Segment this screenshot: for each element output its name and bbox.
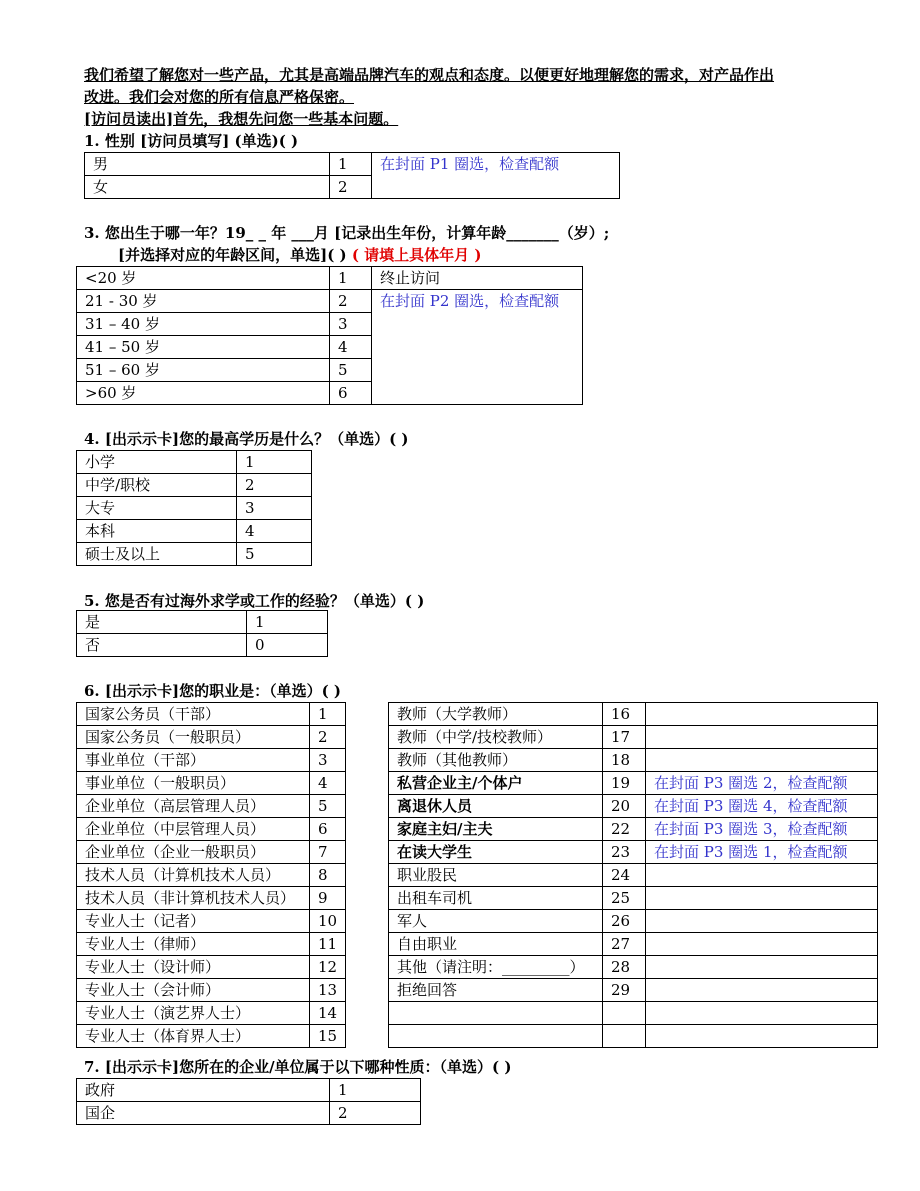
option-label[interactable]: 国企	[77, 1102, 330, 1125]
option-code: 27	[603, 933, 646, 956]
option-label[interactable]: 否	[77, 634, 247, 657]
option-code: 16	[603, 703, 646, 726]
option-code: 25	[603, 887, 646, 910]
option-label[interactable]: 技术人员（非计算机技术人员）	[77, 887, 310, 910]
option-code: 14	[310, 1002, 346, 1025]
q7-title: 7. [出示示卡]您所在的企业/单位属于以下哪种性质：（单选）( )	[84, 1058, 512, 1076]
option-code: 2	[330, 290, 372, 313]
q3-table	[76, 266, 583, 405]
q6-left-table	[76, 702, 346, 1048]
table-row	[389, 910, 878, 933]
option-label[interactable]: 31 – 40 岁	[77, 313, 330, 336]
table-row	[77, 887, 346, 910]
option-note	[646, 887, 878, 910]
table-row	[77, 795, 346, 818]
table-row	[389, 818, 878, 841]
option-note	[646, 1025, 878, 1048]
table-row	[77, 290, 583, 313]
table-row	[389, 795, 878, 818]
option-label[interactable]: 国家公务员（一般职员）	[77, 726, 310, 749]
option-note	[646, 749, 878, 772]
option-label[interactable]: 21 - 30 岁	[77, 290, 330, 313]
option-label[interactable]: 事业单位（干部）	[77, 749, 310, 772]
option-label[interactable]: 41 – 50 岁	[77, 336, 330, 359]
table-row	[77, 703, 346, 726]
option-code: 11	[310, 933, 346, 956]
option-label[interactable]: 国家公务员（干部）	[77, 703, 310, 726]
option-code: 3	[237, 497, 312, 520]
option-label[interactable]: 出租车司机	[389, 887, 603, 910]
table-row	[77, 910, 346, 933]
option-code: 3	[330, 313, 372, 336]
option-label[interactable]: 中学/职校	[77, 474, 237, 497]
intro-line-1: 我们希望了解您对一些产品，尤其是高端品牌汽车的观点和态度。以便更好地理解您的需求，对产品作出	[84, 66, 775, 84]
table-row	[77, 772, 346, 795]
option-code: 6	[330, 382, 372, 405]
option-note	[646, 864, 878, 887]
option-label[interactable]: 男	[85, 153, 330, 176]
option-label[interactable]: 事业单位（一般职员）	[77, 772, 310, 795]
option-code: 29	[603, 979, 646, 1002]
table-row	[389, 933, 878, 956]
q6-right-table	[388, 702, 878, 1048]
table-row	[77, 520, 312, 543]
option-code: 23	[603, 841, 646, 864]
table-row	[77, 749, 346, 772]
option-label[interactable]: 硕士及以上	[77, 543, 237, 566]
option-note	[646, 910, 878, 933]
option-code: 13	[310, 979, 346, 1002]
table-row	[389, 1002, 878, 1025]
option-label[interactable]: 本科	[77, 520, 237, 543]
table-row	[85, 153, 620, 176]
intro-text	[84, 64, 864, 130]
option-label[interactable]: 教师（其他教师）	[389, 749, 603, 772]
option-label[interactable]: 是	[77, 611, 247, 634]
option-note: 在封面 P3 圈选 3，检查配额	[646, 818, 878, 841]
q1-title: 1. 性别 [访问员填写] (单选)( )	[84, 132, 299, 150]
option-code: 22	[603, 818, 646, 841]
option-code: 9	[310, 887, 346, 910]
table-row	[77, 1079, 421, 1102]
option-label[interactable]: 拒绝回答	[389, 979, 603, 1002]
option-label	[389, 1002, 603, 1025]
option-code: 1	[330, 1079, 421, 1102]
option-code: 1	[330, 267, 372, 290]
option-code: 26	[603, 910, 646, 933]
option-code: 20	[603, 795, 646, 818]
option-code: 1	[330, 153, 372, 176]
option-code: 0	[247, 634, 328, 657]
table-row	[77, 726, 346, 749]
option-label[interactable]: 离退休人员	[389, 795, 603, 818]
table-row	[77, 634, 328, 657]
option-code	[603, 1002, 646, 1025]
table-row	[77, 611, 328, 634]
option-note	[646, 703, 878, 726]
q1-note: 在封面 P1 圈选，检查配额	[372, 153, 620, 199]
table-row	[77, 1102, 421, 1125]
table-row	[389, 703, 878, 726]
option-code: 17	[603, 726, 646, 749]
option-note	[646, 726, 878, 749]
option-label[interactable]: 企业单位（企业一般职员）	[77, 841, 310, 864]
option-label[interactable]: 专业人士（律师）	[77, 933, 310, 956]
q3-terminate: 终止访问	[372, 267, 583, 290]
option-note: 在封面 P3 圈选 4，检查配额	[646, 795, 878, 818]
option-code: 4	[330, 336, 372, 359]
table-row	[77, 1002, 346, 1025]
option-label[interactable]: 在读大学生	[389, 841, 603, 864]
table-row	[77, 864, 346, 887]
option-code: 19	[603, 772, 646, 795]
option-label[interactable]: 专业人士（记者）	[77, 910, 310, 933]
table-row	[77, 841, 346, 864]
option-code: 4	[237, 520, 312, 543]
option-code	[603, 1025, 646, 1048]
option-code: 28	[603, 956, 646, 979]
option-code: 4	[310, 772, 346, 795]
q3-title: 3. 您出生于哪一年？19_ _ 年 ___月 [记录出生年份，计算年龄_______（岁）;	[84, 224, 610, 242]
option-label[interactable]: <20 岁	[77, 267, 330, 290]
option-code: 10	[310, 910, 346, 933]
option-label[interactable]: 教师（中学/技校教师）	[389, 726, 603, 749]
option-label[interactable]: 职业股民	[389, 864, 603, 887]
option-code: 6	[310, 818, 346, 841]
option-code: 5	[330, 359, 372, 382]
option-code: 5	[237, 543, 312, 566]
option-code: 3	[310, 749, 346, 772]
q3-note: 在封面 P2 圈选，检查配额	[372, 290, 583, 405]
table-row	[77, 451, 312, 474]
table-row	[77, 818, 346, 841]
option-note: 在封面 P3 圈选 1，检查配额	[646, 841, 878, 864]
q5-title: 5. 您是否有过海外求学或工作的经验？（单选）( )	[84, 592, 425, 610]
option-label[interactable]: 军人	[389, 910, 603, 933]
option-label[interactable]: 专业人士（演艺界人士）	[77, 1002, 310, 1025]
option-note	[646, 1002, 878, 1025]
option-note: 在封面 P3 圈选 2，检查配额	[646, 772, 878, 795]
option-label[interactable]: 专业人士（体育界人士）	[77, 1025, 310, 1048]
table-row	[389, 979, 878, 1002]
option-label[interactable]: 教师（大学教师）	[389, 703, 603, 726]
table-row	[389, 1025, 878, 1048]
option-label[interactable]: 其他（请注明：_________）	[389, 956, 603, 979]
table-row	[389, 749, 878, 772]
table-row	[77, 979, 346, 1002]
table-row	[77, 267, 583, 290]
table-row	[77, 956, 346, 979]
option-code: 1	[310, 703, 346, 726]
option-code: 12	[310, 956, 346, 979]
option-code: 18	[603, 749, 646, 772]
option-label[interactable]: 家庭主妇/主夫	[389, 818, 603, 841]
q6-title: 6. [出示示卡]您的职业是：（单选）( )	[84, 682, 341, 700]
option-label[interactable]: 技术人员（计算机技术人员）	[77, 864, 310, 887]
table-row	[77, 497, 312, 520]
option-code: 2	[330, 176, 372, 199]
table-row	[77, 474, 312, 497]
option-code: 5	[310, 795, 346, 818]
option-code: 2	[310, 726, 346, 749]
q4-title: 4. [出示示卡]您的最高学历是什么？（单选）( )	[84, 430, 409, 448]
q7-table	[76, 1078, 421, 1125]
option-label[interactable]: 企业单位（中层管理人员）	[77, 818, 310, 841]
option-label[interactable]: 政府	[77, 1079, 330, 1102]
option-label[interactable]: >60 岁	[77, 382, 330, 405]
q3-subtitle-text: [并选择对应的年龄区间，单选]( )	[118, 246, 347, 264]
option-label[interactable]: 自由职业	[389, 933, 603, 956]
intro-line-2: 改进。我们会对您的所有信息严格保密。	[84, 88, 355, 106]
table-row	[77, 543, 312, 566]
option-code: 24	[603, 864, 646, 887]
option-code: 8	[310, 864, 346, 887]
q1-table	[84, 152, 620, 199]
table-row	[389, 887, 878, 910]
option-code: 2	[237, 474, 312, 497]
table-row	[389, 772, 878, 795]
option-label[interactable]: 私营企业主/个体户	[389, 772, 603, 795]
option-label[interactable]: 大专	[77, 497, 237, 520]
table-row	[389, 956, 878, 979]
q3-subtitle-red: ( 请填上具体年月 )	[351, 246, 482, 264]
option-code: 7	[310, 841, 346, 864]
option-note	[646, 933, 878, 956]
option-code: 15	[310, 1025, 346, 1048]
option-note	[646, 979, 878, 1002]
option-label[interactable]: 专业人士（会计师）	[77, 979, 310, 1002]
option-note	[646, 956, 878, 979]
option-label[interactable]: 企业单位（高层管理人员）	[77, 795, 310, 818]
q5-table	[76, 610, 328, 657]
option-label[interactable]: 51 – 60 岁	[77, 359, 330, 382]
intro-line-3: [访问员读出]首先，我想先问您一些基本问题。	[84, 110, 399, 128]
q4-table	[76, 450, 312, 566]
table-row	[389, 726, 878, 749]
table-row	[77, 1025, 346, 1048]
table-row	[389, 841, 878, 864]
table-row	[77, 933, 346, 956]
option-code: 1	[237, 451, 312, 474]
option-code: 1	[247, 611, 328, 634]
table-row	[389, 864, 878, 887]
option-label[interactable]: 专业人士（设计师）	[77, 956, 310, 979]
option-label[interactable]: 小学	[77, 451, 237, 474]
option-label[interactable]: 女	[85, 176, 330, 199]
option-label	[389, 1025, 603, 1048]
option-code: 2	[330, 1102, 421, 1125]
q3-subtitle	[118, 244, 482, 265]
